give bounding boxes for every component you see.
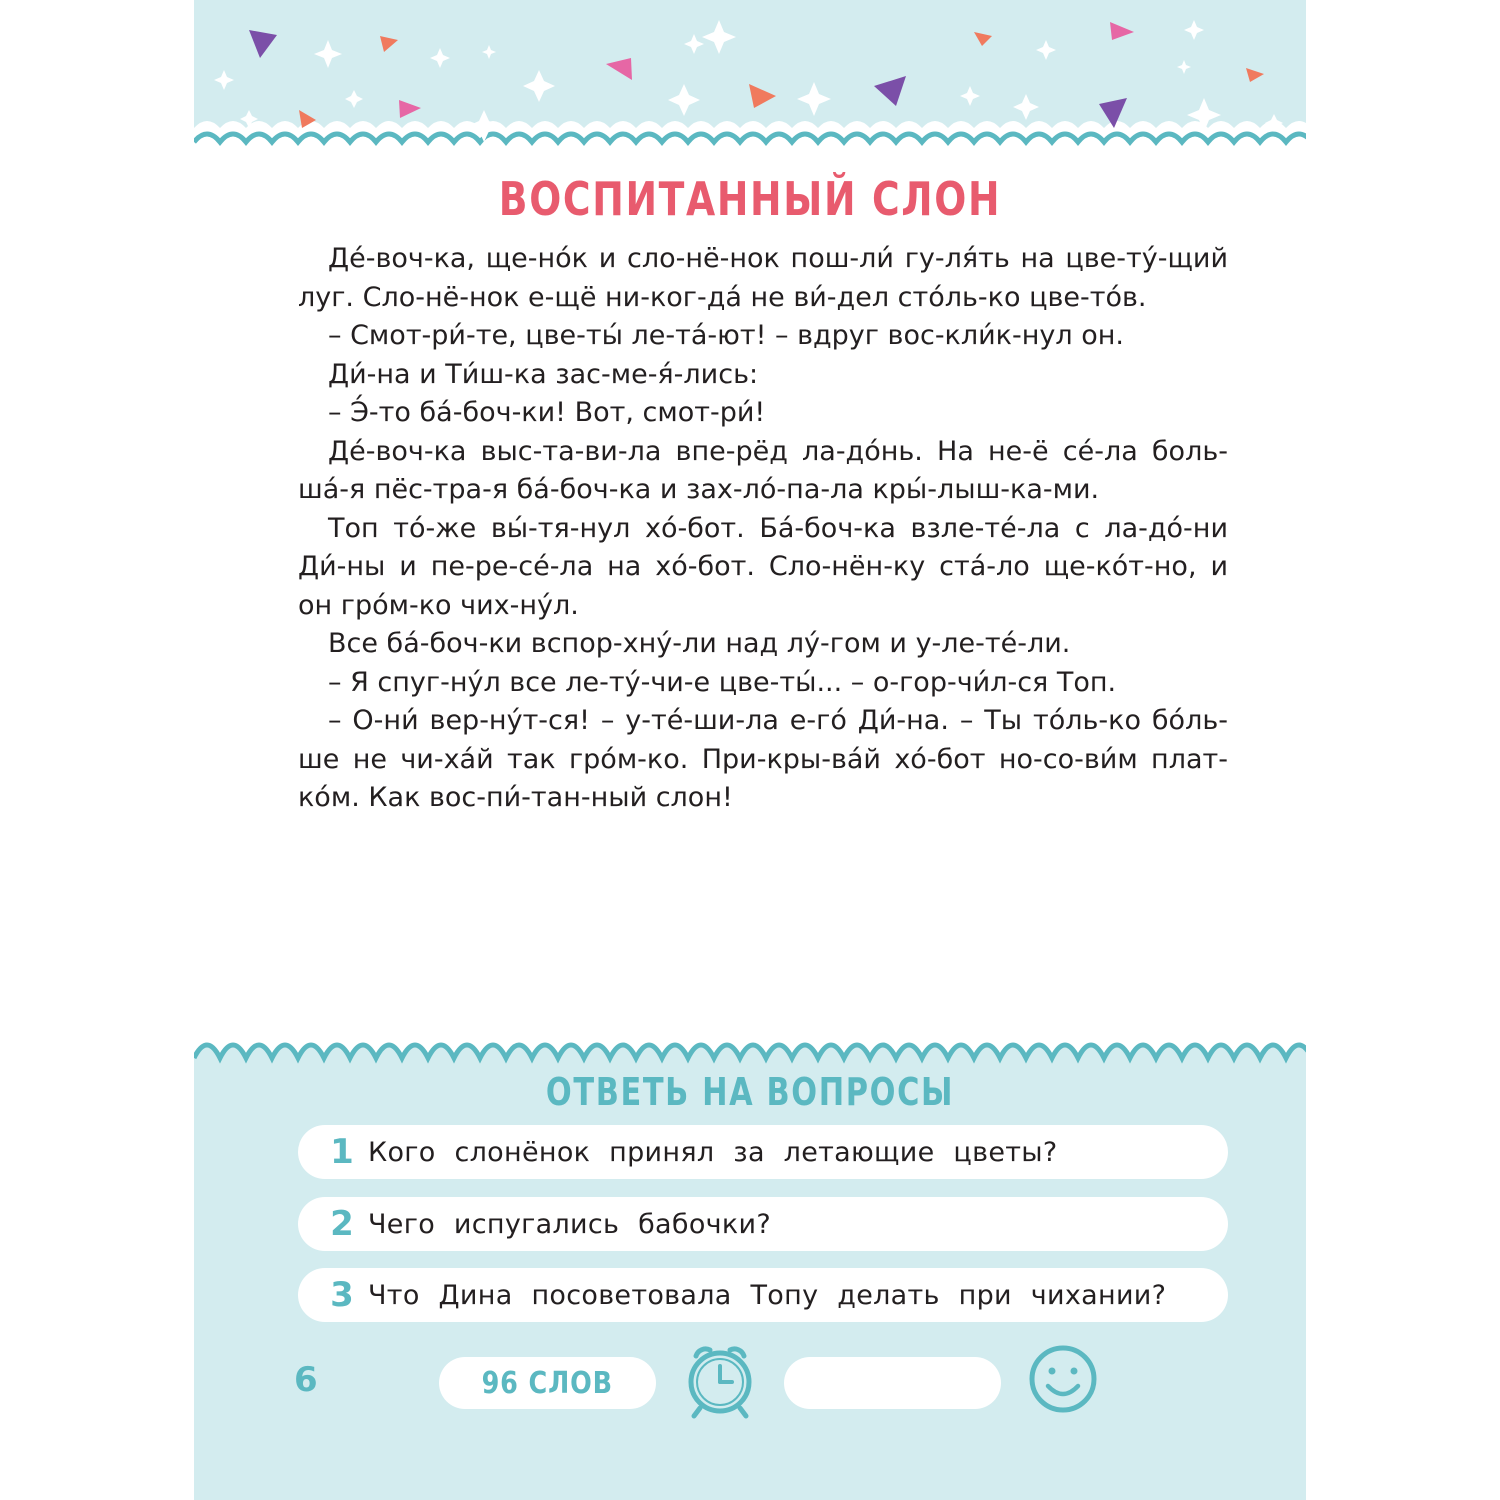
story-paragraph: – Я спуг-ну́л все ле-ту́-чи-е цве-ты́... – о-гор-чи́л-ся Топ.	[328, 666, 1117, 698]
question-number: 1	[330, 1132, 354, 1172]
top-decorative-band	[194, 0, 1306, 160]
smile-icon	[1028, 1344, 1098, 1414]
story-paragraph: Де́-воч-ка выс-та-ви-ла впе-рёд ла-до́нь. На не-ё се́-ла боль-ша́-я пёс-тра-я ба́-боч-ка и зах-ло́-па-ла кры́-лыш-ка-ми.	[298, 435, 1228, 505]
question-text: Кого слонёнок принял за летающие цветы?	[368, 1136, 1058, 1168]
story-paragraph: – Э́-то ба́-боч-ки! Вот, смот-ри́!	[328, 397, 766, 428]
story-paragraph: – О-ни́ вер-ну́т-ся! – у-те́-ши-ла е-го́ Ди́-на. – Ты то́ль-ко бо́ль-ше не чи-ха́й так гро́м-ко. При-кры-ва́й хо́-бот но-со-ви́м плат-ко́м. Как вос-пи́-тан-ный слон!	[298, 705, 1228, 813]
story-paragraph: Все ба́-боч-ки вспор-хну́-ли над лу́-гом и у-ле-те́-ли.	[328, 628, 1071, 659]
question-text: Что Дина посоветовала Топу делать при чихании?	[368, 1279, 1167, 1311]
story-title: ВОСПИТАННЫЙ СЛОН	[498, 172, 1002, 226]
clock-icon	[684, 1342, 756, 1420]
word-count-badge	[439, 1357, 656, 1409]
page-number: 6	[294, 1360, 318, 1400]
story-paragraph: – Смот-ри́-те, цве-ты́ ле-та́-ют! – вдруг вос-кли́к-нул он.	[328, 320, 1124, 351]
story-paragraph: Де́-воч-ка, ще-но́к и сло-нё-нок пош-ли́ гу-ля́ть на цве-ту́-щий луг. Сло-нё-нок е-щё ни-ког-да́ не ви́-дел сто́ль-ко цве-то́в.	[298, 243, 1228, 313]
story-paragraph: Топ то́-же вы́-тя-нул хо́-бот. Ба́-боч-ка взле-те́-ла с ла-до́-ни Ди́-ны и пе-ре-се́-ла на хо́-бот. Сло-нён-ку ста́-ло ще-ко́т-но, и он гро́м-ко чих-ну́л.	[298, 512, 1228, 621]
reading-time-field[interactable]	[784, 1357, 1001, 1409]
question-text: Чего испугались бабочки?	[368, 1208, 772, 1240]
question-number: 3	[330, 1275, 354, 1315]
page	[194, 0, 1306, 1500]
story-text	[298, 240, 1228, 818]
story-paragraph: Ди́-на и Ти́ш-ка зас-ме-я́-лись:	[328, 358, 759, 390]
question-number: 2	[330, 1204, 354, 1244]
questions-heading: ОТВЕТЬ НА ВОПРОСЫ	[545, 1070, 955, 1114]
question-item	[298, 1268, 1228, 1322]
question-item	[298, 1197, 1228, 1251]
word-count-label: 96 СЛОВ	[481, 1365, 614, 1401]
question-item	[298, 1125, 1228, 1179]
